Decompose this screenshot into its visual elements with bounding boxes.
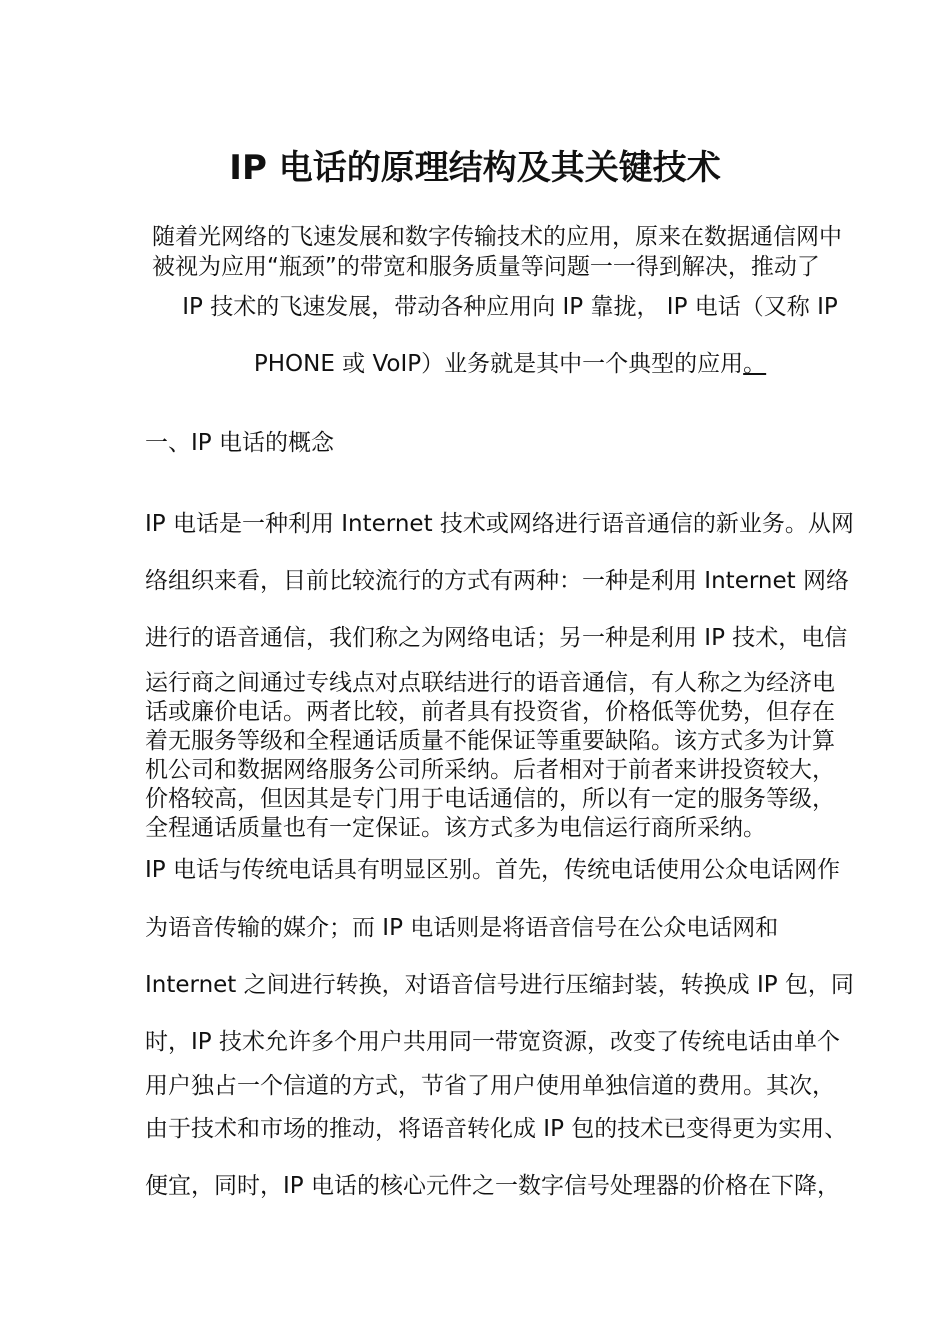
paragraph-1-line-9: 全程通话质量也有一定保证。该方式多为电信运行商所采纳。 (145, 815, 766, 841)
paragraph-1-line-7: 机公司和数据网络服务公司所采纳。后者相对于前者来讲投资较大， (145, 757, 835, 783)
paragraph-2-line-1: IP 电话与传统电话具有明显区别。首先，传统电话使用公众电话网作 (145, 857, 840, 883)
paragraph-1-line-5: 话或廉价电话。两者比较，前者具有投资省，价格低等优势，但存在 (145, 699, 835, 725)
intro-line-4 (0, 349, 950, 379)
paragraph-2-line-7: 便宜，同时，IP 电话的核心元件之一数字信号处理器的价格在下降， (145, 1173, 840, 1199)
paragraph-2-line-6: 由于技术和市场的推动，将语音转化成 IP 包的技术已变得更为实用、 (145, 1116, 848, 1142)
intro-line-2: 被视为应用“瓶颈”的带宽和服务质量等问题一一得到解决，推动了 (152, 254, 820, 280)
intro-line-4-text: PHONE 或 VoIP）业务就是其中一个典型的应用 (253, 351, 744, 377)
intro-line-1: 随着光网络的飞速发展和数字传输技术的应用，原来在数据通信网中 (152, 224, 842, 250)
paragraph-2-line-4: 时，IP 技术允许多个用户共用同一带宽资源，改变了传统电话由单个 (145, 1029, 840, 1055)
paragraph-2-line-5: 用户独占一个信道的方式，节省了用户使用单独信道的费用。其次， (145, 1073, 835, 1099)
paragraph-2-line-3: Internet 之间进行转换，对语音信号进行压缩封装，转换成 IP 包，同 (145, 972, 854, 998)
paragraph-2-line-2: 为语音传输的媒介；而 IP 电话则是将语音信号在公众电话网和 (145, 915, 779, 941)
section-heading: 一、IP 电话的概念 (145, 430, 334, 456)
document-title: IP 电话的原理结构及其关键技术 (229, 148, 721, 188)
paragraph-1-line-2: 络组织来看，目前比较流行的方式有两种：一种是利用 Internet 网络 (145, 568, 849, 594)
paragraph-1-line-1: IP 电话是一种利用 Internet 技术或网络进行语音通信的新业务。从网 (145, 511, 854, 537)
intro-line-3: IP 技术的飞速发展，带动各种应用向 IP 靠拢， IP 电话（又称 IP (182, 294, 838, 320)
paragraph-1-line-8: 价格较高，但因其是专门用于电话通信的，所以有一定的服务等级， (145, 786, 835, 812)
paragraph-1-line-3: 进行的语音通信，我们称之为网络电话；另一种是利用 IP 技术，电信 (145, 625, 848, 651)
paragraph-1-line-4: 运行商之间通过专线点对点联结进行的语音通信，有人称之为经济电 (145, 670, 835, 696)
intro-line-4-end: 。 (743, 351, 767, 377)
paragraph-1-line-6: 着无服务等级和全程通话质量不能保证等重要缺陷。该方式多为计算 (145, 728, 835, 754)
